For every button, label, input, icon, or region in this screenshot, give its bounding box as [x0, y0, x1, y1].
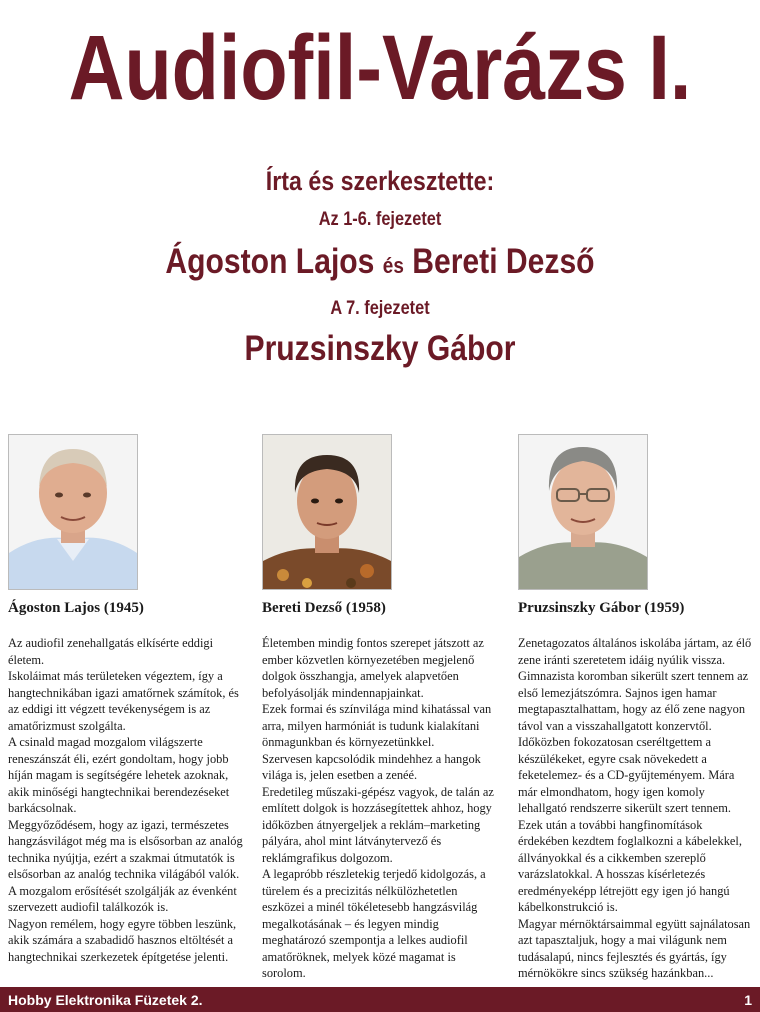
series-title: Hobby Elektronika Füzetek 2.: [8, 992, 203, 1008]
bio-paragraph: A mozgalom erősítését szolgálják az évenként szervezett audiofil találkozók is.: [8, 883, 237, 914]
written-by-label: Írta és szerkesztette:: [265, 166, 495, 196]
chapters-2-label: A 7. fejezetet: [330, 298, 430, 319]
bio-paragraph: Szervesen kapcsolódik mindehhez a hangok világa is, jelen esetben a zenéé.: [262, 751, 481, 782]
chapters-1-label: Az 1-6. fejezetet: [318, 209, 442, 230]
conjunction: és: [382, 253, 404, 278]
authors-line: [53, 240, 707, 288]
author-bio-bereti: [262, 597, 500, 982]
bio-paragraph: Ezek formai és színvilága mind kihatással van arra, milyen harmóniát is tudunk kialakítani önmagunkban és környezetünkkel.: [262, 702, 492, 749]
page-number: 1: [744, 992, 752, 1008]
author-photo-pruzsinszky: [518, 434, 648, 590]
page-title: Audiofil-Varázs I.: [68, 17, 692, 119]
author-bio-agoston: [8, 597, 246, 965]
bio-paragraph: A csinald magad mozgalom világszerte reneszánszát éli, ezért gondoltam, hogy jobb híján magam is segítségére lehetek azoknak, akik minőségi hangtechnikai berendezéseket barkácsolnak.: [8, 735, 230, 815]
author-c-name: Pruzsinszky Gábor: [244, 329, 516, 368]
author-photo-bereti: [262, 434, 392, 590]
bio-paragraph: A legapróbb részletekig terjedő kidolgozás, a türelem és a precizitás nélkülözhetetlen eszközei a minél tökéletesebb hangzásvilág megalkotásának – és legyen mindig meghatározó szempontja a lelkes audiofil amatőröknek, melyek közé magamat is sorolom.: [262, 867, 486, 980]
bio-paragraph: Meggyőződésem, hogy az igazi, természetes hangzásvilágot még ma is elsősorban az analóg technika nyújtja, ezért a szakmai útmutatók is elsősorban az analóg technika világából valók.: [8, 817, 243, 881]
author-photo-agoston: [8, 434, 138, 590]
bio-heading: Pruzsinszky Gábor (1959): [518, 600, 685, 616]
bio-heading: Bereti Dezső (1958): [262, 600, 386, 616]
author-a-name: Ágoston Lajos: [165, 242, 375, 281]
bio-paragraph: Az audiofil zenehallgatás elkísérte eddigi életem.: [8, 636, 214, 667]
bio-paragraph: Életemben mindig fontos szerepet játszott az ember közvetlen környezetében megjelenő dolgok összhangja, amelyek alapvetően befolyásolják mindennapjainkat.: [262, 636, 484, 700]
bio-heading: Ágoston Lajos (1945): [8, 600, 144, 616]
author-bio-pruzsinszky: [518, 597, 756, 982]
bio-paragraph: Eredetileg műszaki-gépész vagyok, de talán az említett dolgok is hozzásegítettek ahhoz, hogy időközben átnyergeljek a reklám–marketing pályára, ahol mint látványtervező és reklámgrafikus dolgozom.: [262, 784, 494, 865]
bio-paragraph: Magyar mérnöktársaimmal együtt sajnálatosan azt tapasztaljuk, hogy a mai világunk nem tudásalapú, nincs fejlesztés és gyártás, így mérnökökre sincs szükség hazánkban...: [518, 916, 751, 980]
bio-paragraph: Nagyon remélem, hogy egyre többen leszünk, akik számára a szabadidő hasznos eltöltését a hangtechnikai szerkezetek építgetése jelenti.: [8, 916, 237, 964]
bio-paragraph: Iskoláimat más területeken végeztem, így a hangtechnikában igazi amatőrnek számítok, és az eddigi itt végzett tevékenységem is az amatőrizmust szolgálta.: [8, 669, 239, 733]
footer-bar: [0, 987, 760, 1012]
bio-paragraph: Zenetagozatos általános iskolába jártam, az élő zene iránti szeretetem idáig nyúlik vissza. Gimnazista koromban sikerült szert tennem az első lemezjátszómra. Sajnos igen hamar megtapasztalhattam, hogy az élő zene nagyon távol van a visszahallgatott konzervtől. Időközben fokozatosan cseréltgettem a készülékeket, egyre csak növekedett a feketelemez- és a CD-gyűjteményem. Mára már elmondhatom, hogy igen komoly lehallgató rendszerre sikerült szert tennem. Ezek után a további hangfinomítások érdekében kezdtem foglalkozni a kábelekkel, állványokkal és a cikkemben szereplő varázslatokkal. A hosszas kísérletezés eredményeképp létrejött egy igen jó hangú kábelkonstrukció is.: [518, 636, 752, 914]
author-b-name: Bereti Dezső: [412, 242, 595, 281]
